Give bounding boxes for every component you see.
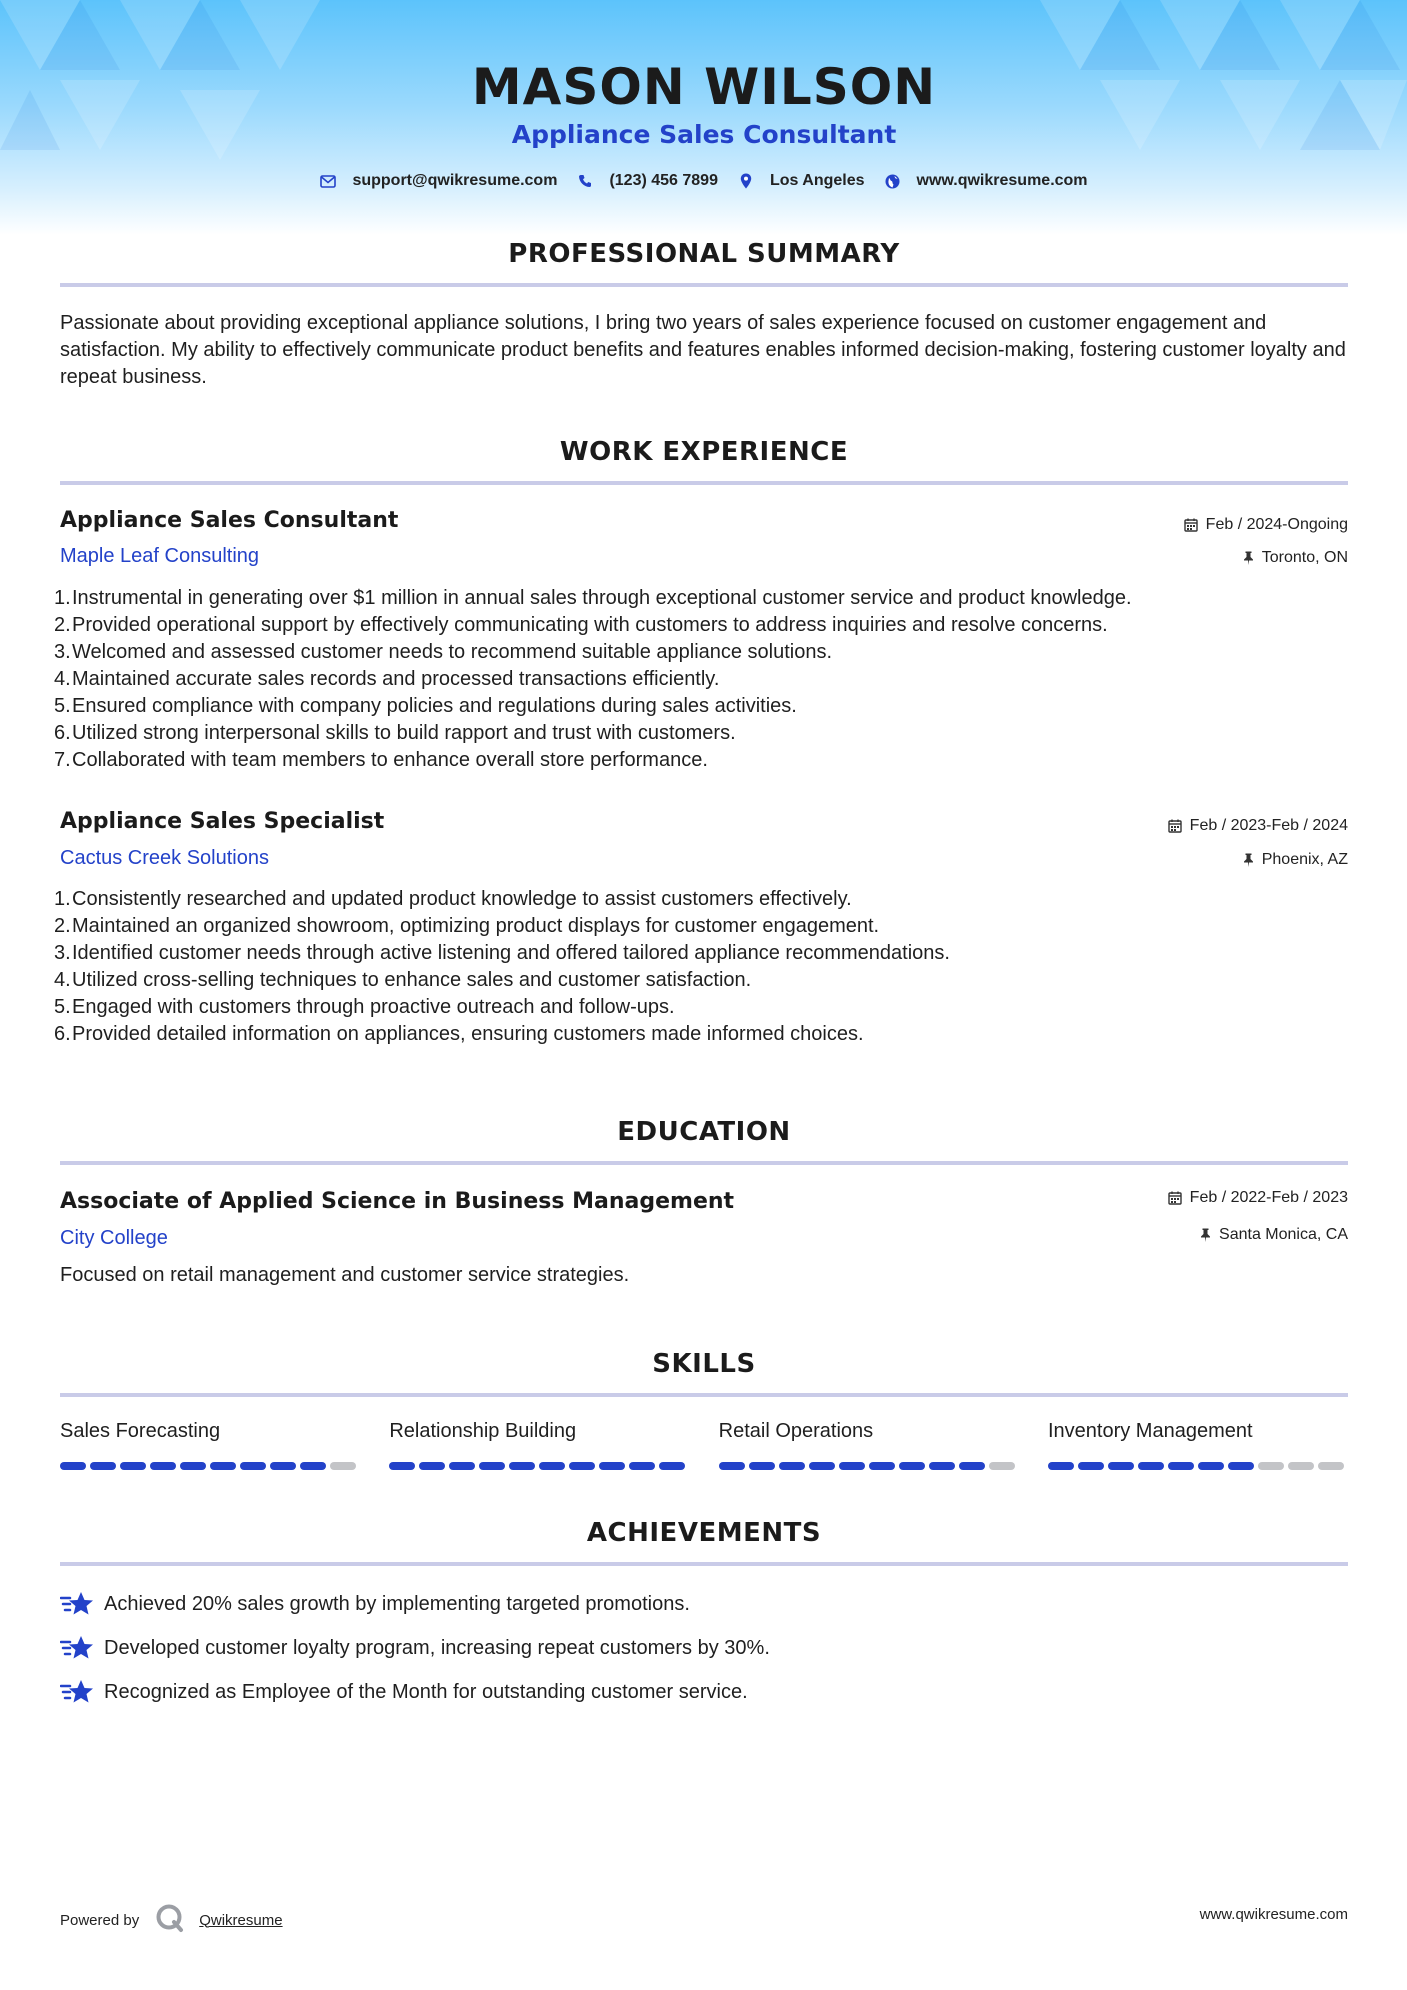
calendar-icon (1168, 1191, 1182, 1205)
skill-name: Sales Forecasting (60, 1420, 221, 1442)
list-item (60, 1582, 1348, 1626)
job-company: Cactus Creek Solutions (60, 847, 269, 869)
achievements-heading: ACHIEVEMENTS (586, 1518, 822, 1548)
candidate-name: MASON WILSON (471, 58, 937, 116)
skill-level-segment (899, 1462, 925, 1470)
footer-brand-link[interactable]: Qwikresume (199, 1911, 283, 1929)
skill-level-bar (60, 1462, 360, 1470)
star-icon (60, 1589, 94, 1619)
skill-level-segment (150, 1462, 176, 1470)
job-date (1184, 516, 1348, 534)
list-item: 1. Consistently researched and updated product knowledge to assist customers effectively. (54, 888, 852, 910)
skill-level-segment (839, 1462, 865, 1470)
skill-level-segment (180, 1462, 206, 1470)
skill-level-segment (1138, 1462, 1164, 1470)
star-icon (60, 1633, 94, 1663)
header-background (0, 0, 1407, 235)
list-item: 3. Identified customer needs through active listening and offered tailored appliance recommendations. (54, 942, 950, 964)
skill-level-segment (599, 1462, 625, 1470)
list-item: 3. Welcomed and assessed customer needs to recommend suitable appliance solutions. (54, 641, 833, 663)
skill-level-segment (659, 1462, 685, 1470)
education-date (1168, 1189, 1348, 1207)
list-item: 5. Engaged with customers through proactive outreach and follow-ups. (54, 996, 675, 1018)
contact-phone[interactable] (577, 172, 718, 190)
summary-text: Passionate about providing exceptional appliance solutions, I bring two years of sales experience focused on customer engagement and satisfaction. My ability to effectively communicate product benefits and features enables informed decision-making, fostering customer loyalty and repeat business. (60, 312, 1346, 388)
list-item: 2. Provided operational support by effectively communicating with customers to address inquiries and resolve concerns. (54, 614, 1108, 636)
contact-bar (60, 172, 1348, 190)
skill-name: Relationship Building (389, 1420, 577, 1442)
calendar-icon (1168, 819, 1182, 833)
achievements-divider (60, 1562, 1348, 1566)
skill-level-segment (509, 1462, 535, 1470)
envelope-icon (320, 173, 336, 189)
achievement-text: Developed customer loyalty program, increasing repeat customers by 30%. (104, 1636, 770, 1659)
skill-level-segment (419, 1462, 445, 1470)
education-date-text: Feb / 2022-Feb / 2023 (1189, 1189, 1348, 1206)
skill-level-segment (959, 1462, 985, 1470)
skill-level-segment (569, 1462, 595, 1470)
skills-heading: SKILLS (652, 1349, 756, 1379)
skill-level-segment (210, 1462, 236, 1470)
skills-list (60, 1420, 1348, 1470)
skills-divider (60, 1393, 1348, 1397)
skill-level-segment (389, 1462, 415, 1470)
star-icon (60, 1677, 94, 1707)
skill-level-segment (869, 1462, 895, 1470)
skill-level-segment (1078, 1462, 1104, 1470)
skill-level-segment (1258, 1462, 1284, 1470)
achievement-text: Recognized as Employee of the Month for outstanding customer service. (104, 1680, 748, 1703)
skill-level-segment (120, 1462, 146, 1470)
skill-level-segment (779, 1462, 805, 1470)
qwikresume-logo-icon (155, 1903, 185, 1937)
job-title: Appliance Sales Consultant (60, 508, 399, 533)
job-location-text: Phoenix, AZ (1261, 851, 1348, 868)
job-date (1168, 817, 1348, 835)
skill-level-bar (1048, 1462, 1348, 1470)
summary-heading: PROFESSIONAL SUMMARY (508, 239, 900, 269)
education-location (1200, 1226, 1348, 1244)
skill-level-segment (1288, 1462, 1314, 1470)
skill-level-segment (60, 1462, 86, 1470)
skill-level-segment (1048, 1462, 1074, 1470)
phone-icon (577, 173, 593, 189)
contact-website[interactable] (885, 172, 1088, 190)
job-title: Appliance Sales Specialist (60, 809, 385, 834)
education-heading: EDUCATION (617, 1117, 791, 1147)
skill-level-segment (629, 1462, 655, 1470)
job-bullets (54, 886, 1348, 1048)
calendar-icon (1184, 518, 1198, 532)
list-item: 4. Maintained accurate sales records and processed transactions efficiently. (54, 668, 720, 690)
list-item: 7. Collaborated with team members to enhance overall store performance. (54, 749, 708, 771)
list-item: 2. Maintained an organized showroom, optimizing product displays for customer engagement. (54, 915, 880, 937)
skill-level-segment (1108, 1462, 1134, 1470)
skill-item (389, 1420, 689, 1470)
contact-location-text: Los Angeles (769, 172, 865, 189)
job-bullets (54, 585, 1348, 774)
powered-by-label: Powered by (60, 1911, 140, 1929)
list-item: 6. Utilized strong interpersonal skills to build rapport and trust with customers. (54, 722, 736, 744)
experience-heading: WORK EXPERIENCE (559, 437, 849, 467)
list-item: 1. Instrumental in generating over $1 million in annual sales through exceptional customer service and product knowledge. (54, 587, 1132, 609)
skill-level-segment (1198, 1462, 1224, 1470)
job-location-text: Toronto, ON (1261, 549, 1348, 566)
education-school: City College (60, 1227, 168, 1249)
job-date-text: Feb / 2023-Feb / 2024 (1189, 817, 1348, 834)
job-location (1243, 549, 1348, 567)
pushpin-icon (1243, 551, 1254, 565)
skill-item (1048, 1420, 1348, 1470)
experience-divider (60, 481, 1348, 485)
job-date-text: Feb / 2024-Ongoing (1205, 516, 1348, 533)
job-company: Maple Leaf Consulting (60, 545, 260, 567)
education-degree: Associate of Applied Science in Business Management (60, 1189, 735, 1214)
skill-level-segment (1168, 1462, 1194, 1470)
skill-level-segment (449, 1462, 475, 1470)
contact-email[interactable] (320, 172, 557, 190)
list-item: 6. Provided detailed information on appliances, ensuring customers made informed choices. (54, 1023, 864, 1045)
skill-level-segment (240, 1462, 266, 1470)
achievement-text: Achieved 20% sales growth by implementing targeted promotions. (104, 1592, 690, 1615)
job-location (1243, 851, 1348, 869)
skill-item (60, 1420, 360, 1470)
education-divider (60, 1161, 1348, 1165)
list-item (60, 1670, 1348, 1714)
list-item (60, 1626, 1348, 1670)
pushpin-icon (1243, 853, 1254, 867)
skill-level-segment (1228, 1462, 1254, 1470)
skill-level-segment (539, 1462, 565, 1470)
globe-icon (885, 173, 901, 189)
skill-level-segment (330, 1462, 356, 1470)
summary-divider (60, 283, 1348, 287)
skill-level-segment (270, 1462, 296, 1470)
skill-level-segment (809, 1462, 835, 1470)
candidate-role: Appliance Sales Consultant (511, 120, 897, 149)
contact-website-text: www.qwikresume.com (916, 172, 1088, 189)
footer-website[interactable]: www.qwikresume.com (1199, 1906, 1348, 1923)
skill-level-bar (389, 1462, 689, 1470)
map-pin-icon (738, 173, 754, 189)
skill-item (719, 1420, 1019, 1470)
skill-level-bar (719, 1462, 1019, 1470)
contact-email-text: support@qwikresume.com (352, 172, 558, 189)
list-item: 4. Utilized cross-selling techniques to enhance sales and customer satisfaction. (54, 969, 752, 991)
skill-level-segment (479, 1462, 505, 1470)
contact-location (738, 172, 865, 190)
skill-level-segment (1318, 1462, 1344, 1470)
skill-level-segment (989, 1462, 1015, 1470)
achievements-list (60, 1582, 1348, 1714)
triangle-pattern (0, 0, 1407, 235)
contact-phone-text: (123) 456 7899 (609, 172, 718, 189)
skill-level-segment (929, 1462, 955, 1470)
education-location-text: Santa Monica, CA (1219, 1226, 1348, 1243)
skill-level-segment (749, 1462, 775, 1470)
list-item: 5. Ensured compliance with company policies and regulations during sales activities. (54, 695, 797, 717)
skill-level-segment (90, 1462, 116, 1470)
skill-name: Retail Operations (718, 1420, 874, 1442)
skill-name: Inventory Management (1047, 1420, 1253, 1442)
footer-powered-by (60, 1903, 283, 1937)
skill-level-segment (300, 1462, 326, 1470)
education-description: Focused on retail management and customer service strategies. (60, 1264, 630, 1286)
skill-level-segment (719, 1462, 745, 1470)
pushpin-icon (1200, 1228, 1211, 1242)
